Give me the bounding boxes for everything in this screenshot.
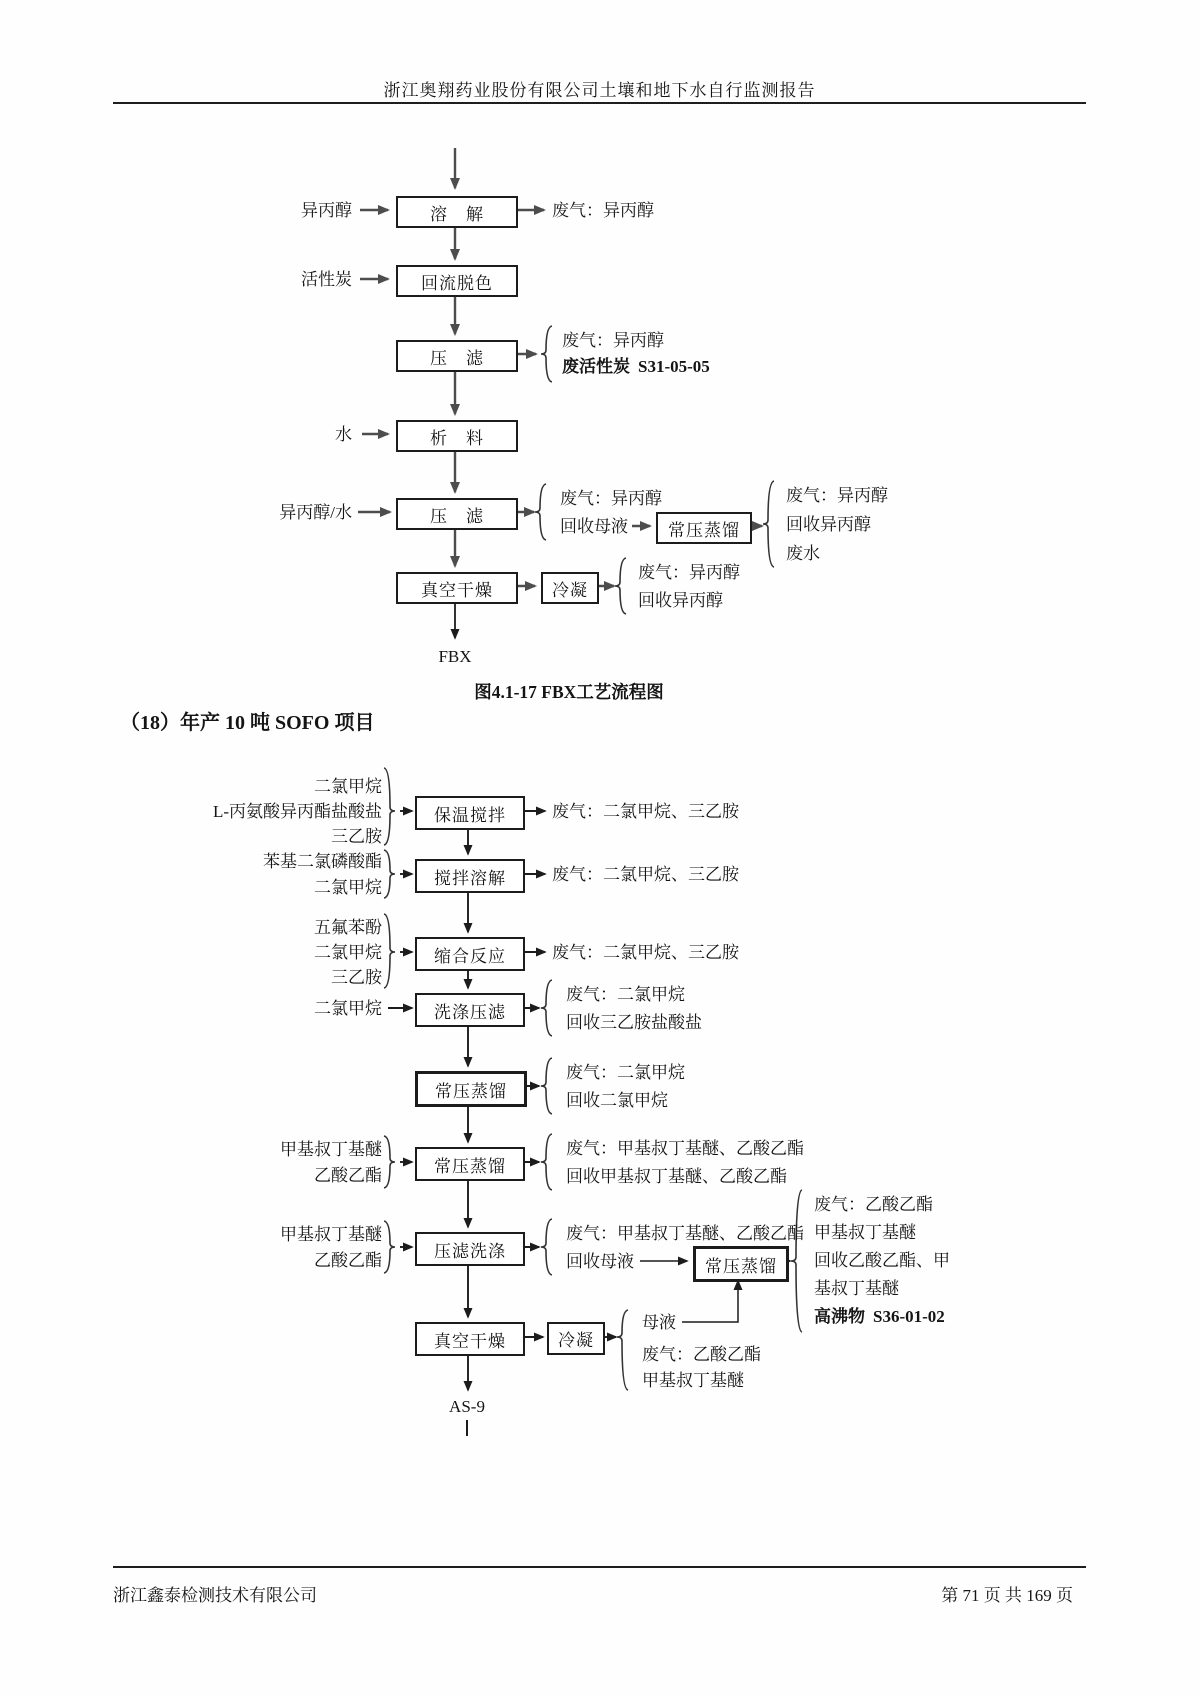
output-label-d3-recover-2: 基叔丁基醚 bbox=[814, 1279, 899, 1298]
input-label-triethylamine-2: 三乙胺 bbox=[331, 968, 382, 987]
process-box-atm-distill-2: 常压蒸馏 bbox=[415, 1147, 525, 1181]
brace bbox=[763, 481, 774, 567]
output-label-r4-gas: 废气：二氯甲烷 bbox=[566, 985, 685, 1004]
process-box-atm-distill-1: 常压蒸馏 bbox=[415, 1071, 527, 1107]
process-box-atm-distill-3: 常压蒸馏 bbox=[693, 1246, 789, 1282]
input-label-mtbe-2: 甲基叔丁基醚 bbox=[280, 1225, 382, 1244]
product-label-fbx: FBX bbox=[438, 647, 472, 666]
output-label-r5-recover: 回收二氯甲烷 bbox=[566, 1091, 668, 1110]
output-label-r1-gas: 废气：二氯甲烷、三乙胺 bbox=[552, 802, 739, 821]
section-heading-sofo: （18）年产 10 吨 SOFO 项目 bbox=[120, 712, 375, 734]
brace bbox=[541, 980, 552, 1036]
input-label-dcm-3: 二氯甲烷 bbox=[314, 943, 382, 962]
process-box-condensation-reaction: 缩合反应 bbox=[415, 937, 525, 971]
brace bbox=[384, 1221, 395, 1273]
input-label-isopropanol-water: 异丙醇/水 bbox=[279, 503, 352, 522]
output-label-r6-recover: 回收甲基叔丁基醚、乙酸乙酯 bbox=[566, 1167, 787, 1186]
input-label-triethylamine-1: 三乙胺 bbox=[331, 827, 382, 846]
output-label-filter1-gas: 废气：异丙醇 bbox=[562, 331, 664, 350]
process-box-warm-stir: 保温搅拌 bbox=[415, 796, 525, 830]
brace bbox=[384, 914, 395, 988]
process-box-dissolve: 溶 解 bbox=[396, 196, 518, 228]
product-label-as9: AS-9 bbox=[449, 1397, 485, 1416]
output-label-dissolve-gas: 废气：异丙醇 bbox=[552, 201, 654, 220]
output-label-wastewater: 废水 bbox=[786, 544, 820, 563]
footer-rule bbox=[113, 1566, 1086, 1568]
process-box-wash-filter: 洗涤压滤 bbox=[415, 993, 525, 1027]
output-label-d3-gas-2: 甲基叔丁基醚 bbox=[814, 1223, 916, 1242]
output-label-distill-gas: 废气：异丙醇 bbox=[786, 486, 888, 505]
page-header-title: 浙江奥翔药业股份有限公司土壤和地下水自行监测报告 bbox=[383, 81, 816, 100]
process-box-press-filter-1: 压 滤 bbox=[396, 340, 518, 372]
process-box-condense-2: 冷凝 bbox=[547, 1322, 605, 1355]
output-label-r7-mother-liquor: 回收母液 bbox=[566, 1252, 634, 1271]
output-label-d3-gas-1: 废气：乙酸乙酯 bbox=[814, 1195, 933, 1214]
input-label-l-alanine-ester: L-丙氨酸异丙酯盐酸盐 bbox=[212, 802, 382, 821]
brace bbox=[384, 768, 395, 845]
input-label-dcm-1: 二氯甲烷 bbox=[314, 777, 382, 796]
process-box-crystallize: 析 料 bbox=[396, 420, 518, 452]
output-label-d3-recover-1: 回收乙酸乙酯、甲 bbox=[814, 1251, 950, 1270]
input-label-water: 水 bbox=[335, 425, 352, 444]
waste-code-s36: S36-01-02 bbox=[873, 1307, 945, 1326]
output-label-condense-recover: 回收异丙醇 bbox=[638, 591, 723, 610]
output-label-r8-gas-2: 甲基叔丁基醚 bbox=[642, 1371, 744, 1390]
process-box-reflux-decolor: 回流脱色 bbox=[396, 265, 518, 297]
brace bbox=[617, 1310, 628, 1390]
output-label-filter2-gas: 废气：异丙醇 bbox=[560, 489, 662, 508]
input-label-activated-carbon: 活性炭 bbox=[301, 270, 352, 289]
brace bbox=[541, 326, 552, 382]
figure-caption-fbx: 图4.1-17 FBX工艺流程图 bbox=[474, 682, 664, 702]
process-box-stir-dissolve: 搅拌溶解 bbox=[415, 859, 525, 893]
output-label-recover-mother-liquor: 回收母液 bbox=[560, 517, 628, 536]
output-label-r6-gas: 废气：甲基叔丁基醚、乙酸乙酯 bbox=[566, 1139, 804, 1158]
brace bbox=[535, 484, 546, 540]
brace bbox=[541, 1058, 552, 1114]
input-label-dcm-4: 二氯甲烷 bbox=[314, 999, 382, 1018]
input-label-ethyl-acetate-1: 乙酸乙酯 bbox=[314, 1166, 382, 1185]
output-label-r3-gas: 废气：二氯甲烷、三乙胺 bbox=[552, 943, 739, 962]
brace bbox=[541, 1134, 552, 1190]
output-label-r8-gas-1: 废气：乙酸乙酯 bbox=[642, 1345, 761, 1364]
input-label-mtbe-1: 甲基叔丁基醚 bbox=[280, 1140, 382, 1159]
output-label-condense-gas: 废气：异丙醇 bbox=[638, 563, 740, 582]
high-boiler-label: 高沸物 bbox=[814, 1307, 865, 1326]
waste-carbon-label: 废活性炭 bbox=[562, 357, 630, 376]
brace bbox=[615, 558, 626, 614]
brace bbox=[541, 1219, 552, 1275]
process-box-press-filter-2: 压 滤 bbox=[396, 498, 518, 530]
output-label-mother-liquor-return: 母液 bbox=[642, 1313, 676, 1332]
input-label-dcm-2: 二氯甲烷 bbox=[314, 878, 382, 897]
footer-page-number: 第 71 页 共 169 页 bbox=[941, 1586, 1073, 1605]
output-label-filter1-waste bbox=[562, 357, 710, 376]
process-box-atm-distill: 常压蒸馏 bbox=[656, 512, 752, 544]
process-box-vacuum-dry: 真空干燥 bbox=[396, 572, 518, 604]
input-label-phenyl-dichlorophosphate: 苯基二氯磷酸酯 bbox=[263, 852, 382, 871]
input-label-pentafluorophenol: 五氟苯酚 bbox=[314, 918, 382, 937]
footer-company: 浙江鑫泰检测技术有限公司 bbox=[113, 1586, 317, 1605]
process-box-condense: 冷凝 bbox=[541, 572, 599, 604]
header-rule bbox=[113, 102, 1086, 104]
output-label-high-boiler bbox=[814, 1307, 945, 1326]
output-label-r2-gas: 废气：二氯甲烷、三乙胺 bbox=[552, 865, 739, 884]
output-label-r7-gas: 废气：甲基叔丁基醚、乙酸乙酯 bbox=[566, 1224, 804, 1243]
input-label-ethyl-acetate-2: 乙酸乙酯 bbox=[314, 1251, 382, 1270]
output-label-r5-gas: 废气：二氯甲烷 bbox=[566, 1063, 685, 1082]
brace bbox=[384, 850, 395, 898]
process-box-vacuum-dry-2: 真空干燥 bbox=[415, 1322, 525, 1356]
process-box-filter-wash: 压滤洗涤 bbox=[415, 1232, 525, 1266]
brace bbox=[384, 1136, 395, 1188]
brace bbox=[791, 1190, 802, 1332]
output-label-distill-recover: 回收异丙醇 bbox=[786, 515, 871, 534]
waste-code-s31: S31-05-05 bbox=[638, 357, 710, 376]
output-label-r4-recover: 回收三乙胺盐酸盐 bbox=[566, 1013, 702, 1032]
input-label-isopropanol: 异丙醇 bbox=[301, 201, 352, 220]
